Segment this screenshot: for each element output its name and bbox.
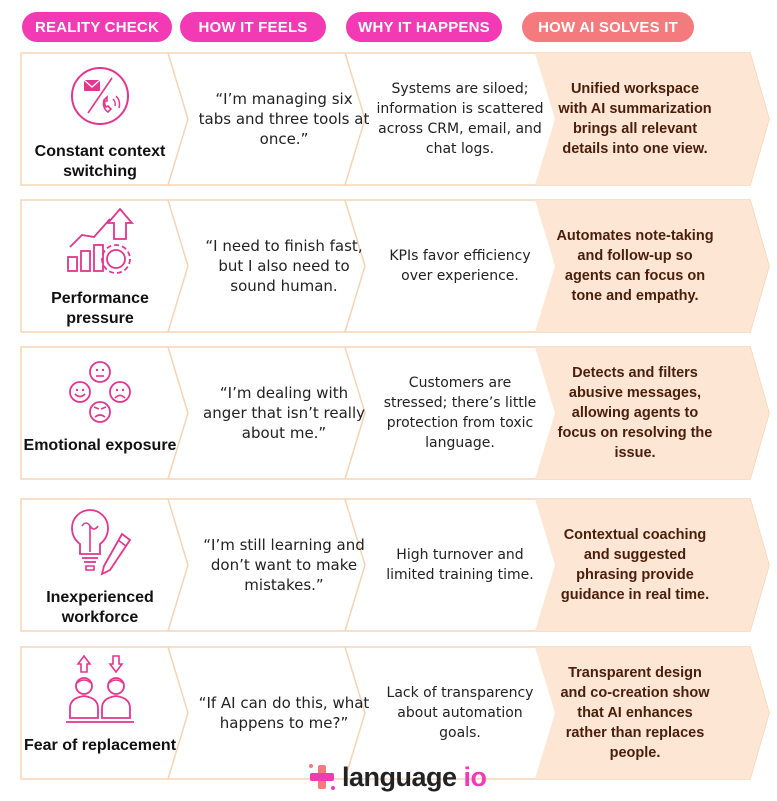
row-label: Performance pressure: [51, 290, 149, 327]
reality-check-cell: [20, 498, 180, 632]
header-how-it-feels: HOW IT FEELS: [180, 12, 326, 42]
reality-check-cell: [20, 646, 180, 780]
header-how-ai-solves-it: HOW AI SOLVES IT: [522, 12, 694, 42]
reality-check-cell: [20, 52, 180, 186]
feels-cell: “I’m dealing with anger that isn’t really about me.”: [203, 384, 365, 442]
logo-wordmark: [342, 762, 487, 793]
lightbulb-pencil-icon: [60, 504, 140, 584]
feels-cell: “I’m managing six tabs and three tools at once.”: [198, 90, 370, 148]
growth-chart-gear-icon: [60, 205, 140, 285]
reality-check-cell: [20, 346, 180, 480]
envelope-phone-icon: [60, 58, 140, 138]
row-emotional-exposure: [20, 346, 770, 480]
reality-check-cell: [20, 199, 180, 333]
header-why-it-happens: WHY IT HAPPENS: [346, 12, 502, 42]
ai-solution-cell: Automates note-taking and follow-up so agents can focus on tone and empathy.: [556, 228, 714, 304]
why-cell: Customers are stressed; there’s little protection from toxic language.: [383, 375, 537, 451]
why-cell: High turnover and limited training time.: [386, 547, 534, 583]
people-arrows-icon: [60, 652, 140, 732]
feels-cell: “I’m still learning and don’t want to make mistakes.”: [203, 536, 365, 594]
row-performance-pressure: [20, 199, 770, 333]
row-label: Constant context switching: [34, 143, 166, 180]
ai-solution-cell: Detects and filters abusive messages, allowing agents to focus on resolving the issue.: [557, 365, 713, 461]
ai-solution-cell: Contextual coaching and suggested phrasing provide guidance in real time.: [560, 527, 710, 603]
emotion-faces-icon: [60, 352, 140, 432]
header-reality-check: REALITY CHECK: [22, 12, 172, 42]
plus-dots-logo-icon: [308, 763, 336, 791]
why-cell: Systems are siloed; information is scattered across CRM, email, and chat logs.: [376, 81, 544, 157]
ai-solution-cell: Transparent design and co-creation show that AI enhances rather than replaces people.: [560, 665, 710, 761]
logo-accent: io: [463, 761, 487, 792]
row-label: Emotional exposure: [23, 437, 177, 454]
why-cell: Lack of transparency about automation goals.: [386, 685, 534, 741]
why-cell: KPIs favor efficiency over experience.: [389, 248, 531, 284]
row-label: Inexperienced workforce: [46, 589, 154, 626]
row-inexperienced-workforce: [20, 498, 770, 632]
feels-cell: “I need to finish fast, but I also need to sound human.: [205, 237, 363, 295]
row-label: Fear of replacement: [23, 737, 177, 754]
row-context-switching: [20, 52, 770, 186]
language-io-logo: [308, 760, 487, 794]
logo-word: language: [342, 761, 457, 792]
ai-solution-cell: Unified workspace with AI summarization brings all relevant details into one view.: [558, 81, 712, 157]
feels-cell: “If AI can do this, what happens to me?”: [198, 694, 370, 732]
